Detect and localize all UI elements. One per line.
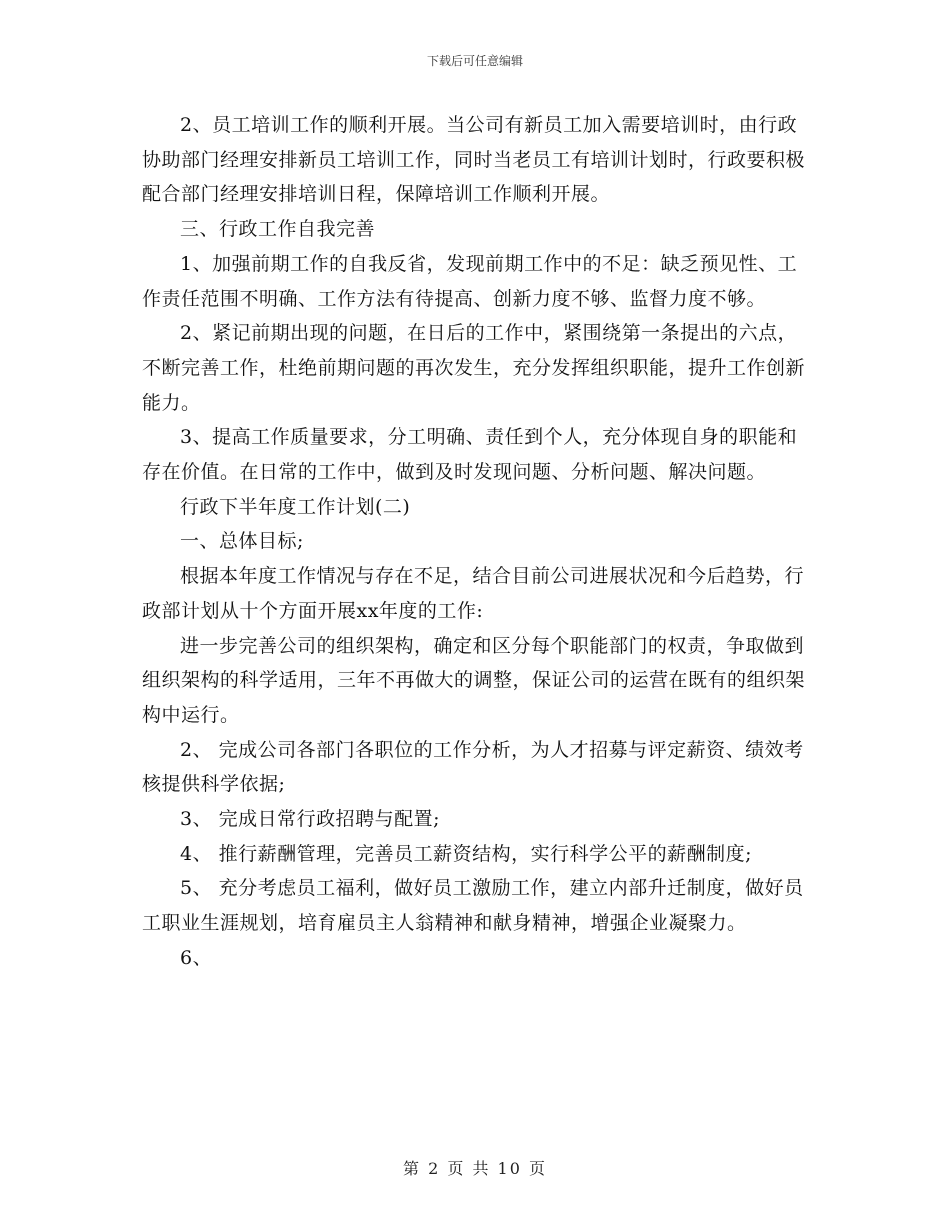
section-heading-overall-goal: 一、总体目标; [180,530,304,553]
section-heading-self-improvement: 三、行政工作自我完善 [180,218,376,241]
list-item-3: 3、 完成日常行政招聘与配置; [180,808,441,831]
paragraph-org-structure: 进一步完善公司的组织架构，确定和区分每个职能部门的权责，争取做到组织架构的科学适用，三年不再做大的调整，保证公司的运营在既有的组织架构中运行。 [142,634,806,726]
list-item-5: 5、 充分考虑员工福利，做好员工激励工作，建立内部升迁制度，做好员工职业生涯规划，培育雇员主人翁精神和献身精神，增强企业凝聚力。 [142,877,804,935]
paragraph-training: 2、员工培训工作的顺利开展。当公司有新员工加入需要培训时，由行政协助部门经理安排新员工培训工作，同时当老员工有培训计划时，行政要积极配合部门经理安排培训日程，保障培训工作顺利开展。 [142,114,806,206]
download-note: 下载后可任意编辑 [426,54,523,68]
paragraph-remember-issues: 2、紧记前期出现的问题，在日后的工作中，紧围绕第一条提出的六点，不断完善工作，杜绝前期问题的再次发生，充分发挥组织职能，提升工作创新能力。 [142,322,806,414]
list-item-2: 2、 完成公司各部门各职位的工作分析，为人才招募与评定薪资、绩效考核提供科学依据; [142,738,804,796]
list-item-6: 6、 [180,946,213,969]
paragraph-quality-requirements: 3、提高工作质量要求，分工明确、责任到个人，充分体现自身的职能和存在价值。在日常的工作中，做到及时发现问题、分析问题、解决问题。 [142,426,798,484]
page-number: 第 2 页 共 10 页 [403,1159,547,1178]
paragraph-self-reflection: 1、加强前期工作的自我反省，发现前期工作中的不足：缺乏预见性、工作责任范围不明确、工作方法有待提高、创新力度不够、监督力度不够。 [142,252,798,310]
plan-title: 行政下半年度工作计划(二) [180,495,411,518]
list-item-4: 4、 推行薪酬管理，完善员工薪资结构，实行科学公平的薪酬制度; [180,842,753,865]
paragraph-overview: 根据本年度工作情况与存在不足，结合目前公司进展状况和今后趋势，行政部计划从十个方面开展xx年度的工作: [142,565,805,622]
document-body [142,108,812,976]
